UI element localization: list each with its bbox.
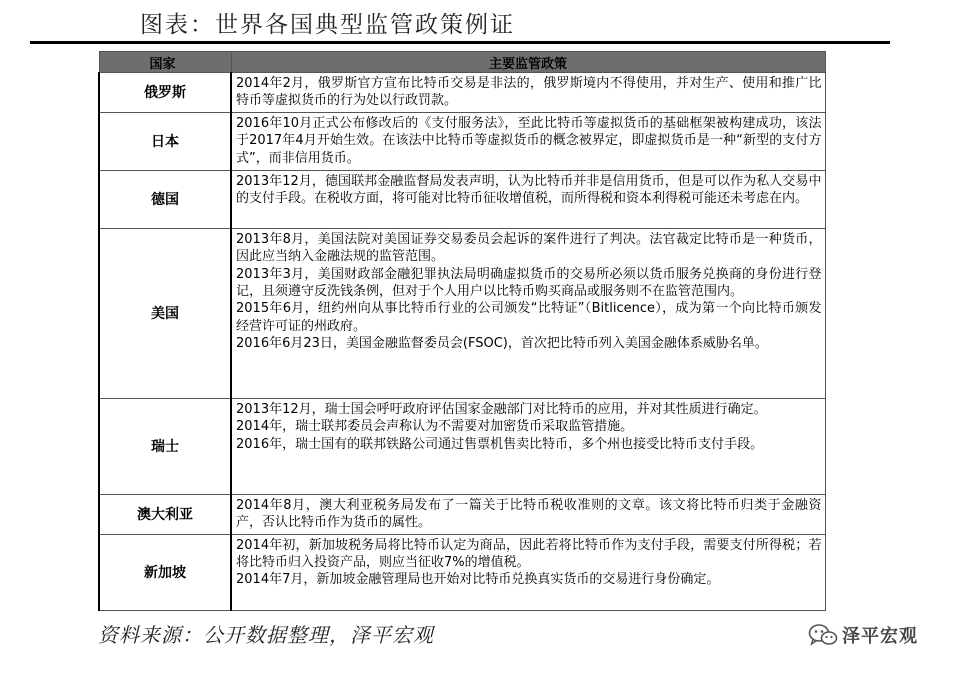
- header-policy: 主要监管政策: [231, 52, 825, 73]
- table-row: [99, 534, 825, 610]
- policy-cell: [231, 112, 825, 170]
- policy-cell: [231, 170, 825, 228]
- policy-text: 2014年7月，新加坡金融管理局也开始对比特币兑换真实货币的交易进行身份确定。: [236, 572, 720, 588]
- table-row: [99, 73, 825, 113]
- table-row: [99, 228, 825, 398]
- country-cell: 新加坡: [99, 534, 231, 610]
- source-note: 资料来源：公开数据整理，泽平宏观: [98, 623, 434, 647]
- table-header-row: [99, 52, 825, 73]
- policy-text: 2015年6月，纽约州向从事比特币行业的公司颁发“比特证”（Bitlicence），成为第一个向比特币颁发经营许可证的州政府。: [236, 301, 822, 334]
- table-row: [99, 494, 825, 534]
- policy-cell: [231, 494, 825, 534]
- country-cell: 德国: [99, 170, 231, 228]
- policy-text: 2013年8月，美国法院对美国证券交易委员会起诉的案件进行了判决。法官裁定比特币是一种货币，因此应当纳入金融法规的监管范围。: [236, 231, 822, 265]
- policy-text: 2014年初，新加坡税务局将比特币认定为商品，因此若将比特币作为支付手段，需要支付所得税；若将比特币归入投资产品，则应当征收7%的增值税。: [236, 537, 822, 571]
- policy-cell: [231, 398, 825, 494]
- policy-text: 2014年8月，澳大利亚税务局发布了一篇关于比特币税收准则的文章。该文将比特币归类于金融资产，否认比特币作为货币的属性。: [236, 497, 822, 531]
- policy-text: 2014年，瑞士联邦委员会声称认为不需要对加密货币采取监管措施。: [236, 419, 634, 435]
- policy-text: 2013年12月，瑞士国会呼吁政府评估国家金融部门对比特币的应用，并对其性质进行确定。: [236, 401, 767, 417]
- policy-text: 2016年6月23日，美国金融监督委员会(FSOC)，首次把比特币列入美国金融体系威胁名单。: [236, 336, 768, 352]
- header-country: 国家: [99, 52, 231, 73]
- policy-table-container: [98, 51, 824, 611]
- country-cell: 瑞士: [99, 398, 231, 494]
- brand-name: 泽平宏观: [842, 626, 918, 647]
- brand-watermark: [808, 622, 918, 648]
- policy-cell: [231, 534, 825, 610]
- policy-table: [98, 51, 826, 611]
- wechat-icon: [808, 623, 838, 647]
- country-cell: 俄罗斯: [99, 73, 231, 113]
- policy-cell: [231, 73, 825, 113]
- table-row: [99, 170, 825, 228]
- policy-text: 2014年2月，俄罗斯官方宣布比特币交易是非法的，俄罗斯境内不得使用，并对生产、使用和推广比特币等虚拟货币的行为处以行政罚款。: [236, 76, 822, 109]
- table-row: [99, 112, 825, 170]
- table-row: [99, 398, 825, 494]
- policy-text: 2013年12月，德国联邦金融监督局发表声明，认为比特币并非是信用货币，但是可以作为私人交易中的支付手段。在税收方面，将可能对比特币征收增值税，而所得税和资本利得税可能还未考虑在内。: [236, 173, 822, 207]
- country-cell: 美国: [99, 228, 231, 398]
- country-cell: 日本: [99, 112, 231, 170]
- policy-text: 2013年3月，美国财政部金融犯罪执法局明确虚拟货币的交易所必须以货币服务兑换商的身份进行登记，且须遵守反洗钱条例，但对于个人用户以比特币购买商品或服务则不在监管范围内。: [236, 266, 822, 300]
- chart-title: 图表：世界各国典型监管政策例证: [140, 12, 515, 38]
- policy-cell: [231, 228, 825, 398]
- title-divider: [30, 41, 890, 44]
- policy-text: 2016年10月正式公布修改后的《支付服务法》，至此比特币等虚拟货币的基础框架被构建成功，该法于2017年4月开始生效。在该法中比特币等虚拟货币的概念被界定，即虚拟货币是一种“新型的支付方式”，而非信用货币。: [236, 115, 822, 166]
- policy-text: 2016年，瑞士国有的联邦铁路公司通过售票机售卖比特币，多个州也接受比特币支付手段。: [236, 436, 764, 452]
- country-cell: 澳大利亚: [99, 494, 231, 534]
